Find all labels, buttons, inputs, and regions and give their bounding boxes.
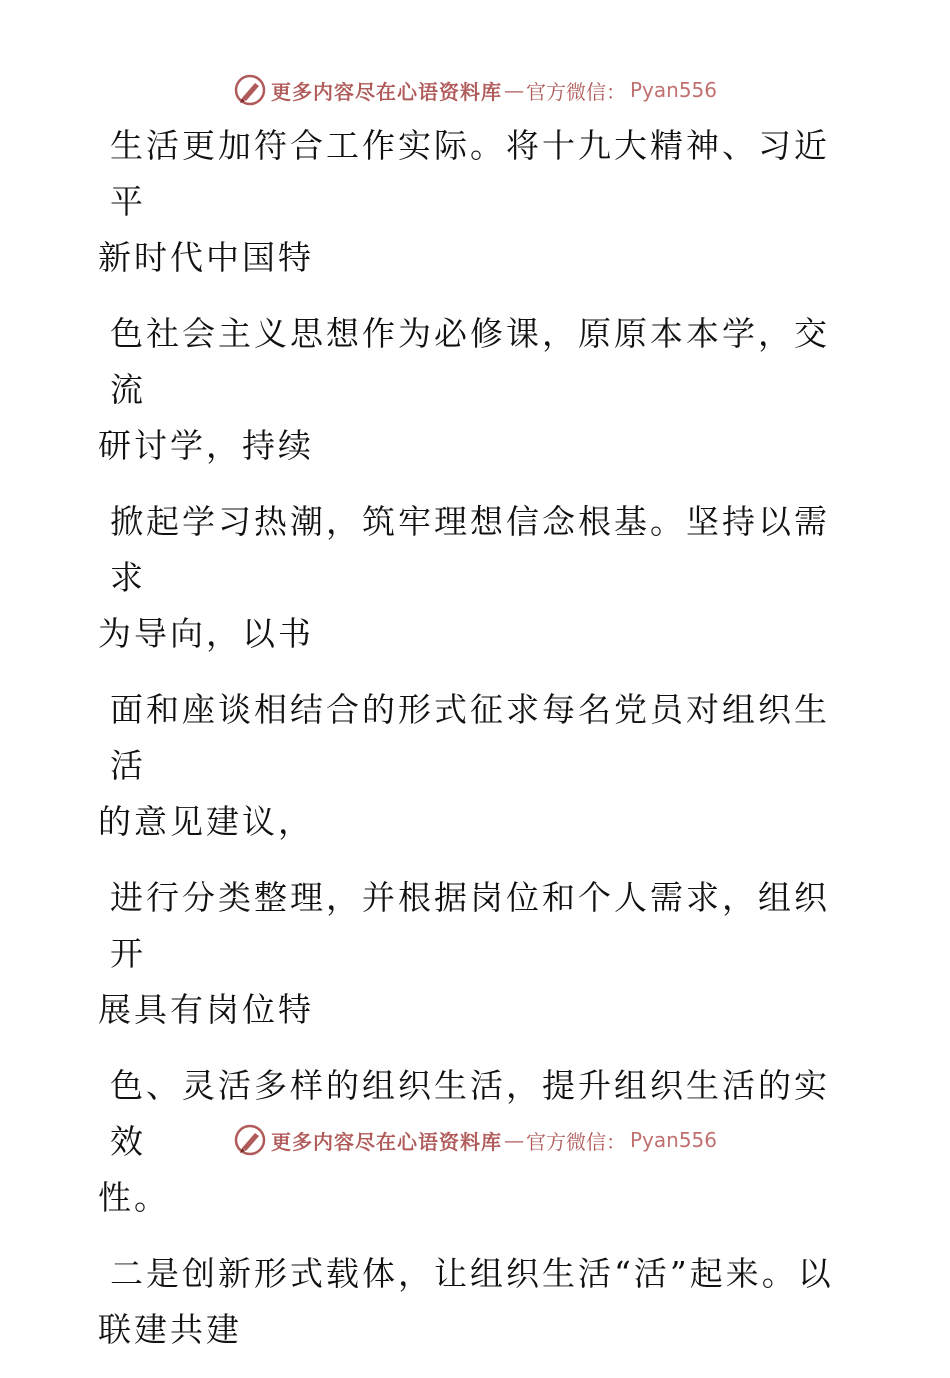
paragraph-line: 为导向，以书 xyxy=(98,614,314,653)
paragraph-line: 的意见建议， xyxy=(98,802,314,841)
footer-wechat-id: Pyan556 xyxy=(629,1128,717,1152)
paragraph-line: 展具有岗位特 xyxy=(98,990,314,1029)
footer-banner xyxy=(0,1122,950,1158)
footer-wechat-label: 官方微信： xyxy=(525,1129,626,1154)
document-body xyxy=(98,118,838,1378)
paragraph-line: 面和座谈相结合的形式征求每名党员对组织生活 xyxy=(110,690,830,785)
paragraph-line: 性。 xyxy=(98,1178,170,1217)
paragraph xyxy=(98,870,838,1038)
header-wechat-id: Pyan556 xyxy=(629,78,717,102)
paragraph-line: 二是创新形式载体，让组织生活“活”起来。以 xyxy=(110,1254,834,1293)
paragraph-line: 掀起学习热潮，筑牢理想信念根基。坚持以需求 xyxy=(110,502,830,597)
header-site-text: 更多内容尽在心语资料库 xyxy=(270,79,502,104)
footer-site-text: 更多内容尽在心语资料库 xyxy=(270,1129,502,1154)
paragraph xyxy=(98,118,838,286)
header-banner xyxy=(0,72,950,108)
paragraph-line: 进行分类整理，并根据岗位和个人需求，组织开 xyxy=(110,878,830,973)
paragraph-line: 新时代中国特 xyxy=(98,238,314,277)
paragraph-line: 生活更加符合工作实际。将十九大精神、习近平 xyxy=(110,126,830,221)
paragraph xyxy=(98,306,838,474)
footer-dash: — xyxy=(503,1128,524,1152)
paragraph xyxy=(98,494,838,662)
paragraph-line: 色社会主义思想作为必修课，原原本本学，交流 xyxy=(110,314,830,409)
paragraph-line: 联建共建 xyxy=(98,1310,242,1349)
pen-logo-icon xyxy=(233,1123,267,1157)
header-dash: — xyxy=(503,78,524,102)
pen-logo-icon xyxy=(233,73,267,107)
header-wechat-label: 官方微信： xyxy=(525,79,626,104)
paragraph xyxy=(98,682,838,850)
paragraph-line: 研讨学，持续 xyxy=(98,426,314,465)
paragraph xyxy=(98,1246,838,1358)
paragraph-line: 色、灵活多样的组织生活，提升组织生活的实效 xyxy=(110,1066,830,1161)
